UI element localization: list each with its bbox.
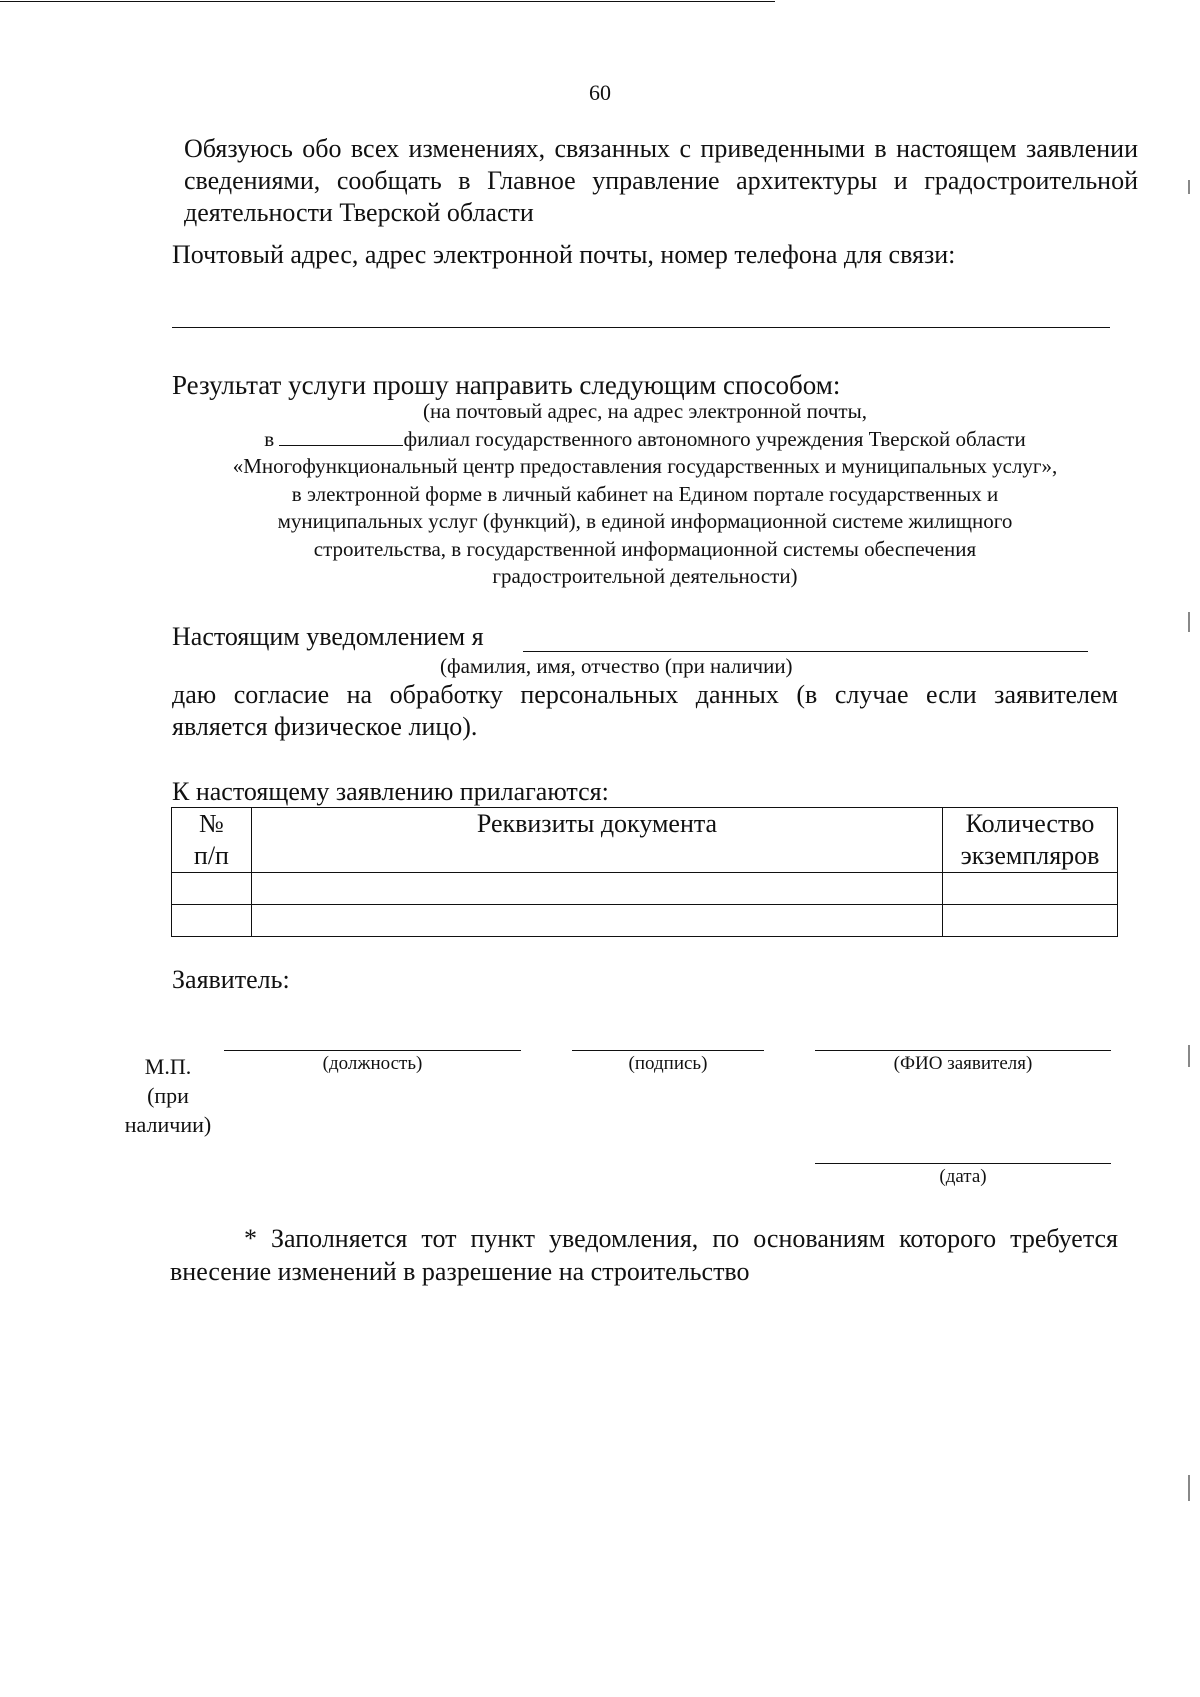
scan-speck bbox=[1188, 1475, 1190, 1501]
contact-fill-line[interactable] bbox=[172, 327, 1110, 328]
stamp-place-line-2: (при bbox=[147, 1083, 189, 1108]
result-method-note bbox=[150, 398, 1140, 591]
date-caption: (дата) bbox=[939, 1166, 987, 1187]
table-header-row bbox=[172, 808, 1118, 873]
header-copies-line-1: Количество bbox=[965, 809, 1095, 838]
scan-speck bbox=[1188, 180, 1190, 194]
top-edge-line bbox=[0, 1, 775, 2]
table-cell[interactable] bbox=[943, 905, 1118, 937]
header-number-line-2: п/п bbox=[193, 841, 229, 870]
attachments-label: К настоящему заявлению прилагаются: bbox=[172, 777, 609, 806]
consent-name-caption: (фамилия, имя, отчество (при наличии) bbox=[440, 654, 793, 678]
position-caption: (должность) bbox=[322, 1053, 423, 1074]
table-row bbox=[172, 873, 1118, 905]
table-cell[interactable] bbox=[943, 873, 1118, 905]
branch-fill-line[interactable] bbox=[279, 427, 403, 446]
table-cell[interactable] bbox=[172, 873, 252, 905]
header-number bbox=[172, 808, 252, 873]
result-method-label: Результат услуги прошу направить следующим способом: bbox=[172, 370, 841, 400]
result-note-branch-text: филиал государственного автономного учреждения Тверской области bbox=[403, 426, 1026, 451]
footnote: * Заполняется тот пункт уведомления, по основаниям которого требуется внесение изменений в разрешение на строительство bbox=[170, 1224, 1118, 1286]
consent-name-fill-line[interactable] bbox=[523, 651, 1088, 652]
scan-speck bbox=[1188, 612, 1190, 632]
signature-fill-line[interactable] bbox=[572, 1050, 764, 1051]
scan-speck bbox=[1188, 1045, 1190, 1067]
table-row bbox=[172, 905, 1118, 937]
fio-caption: (ФИО заявителя) bbox=[893, 1053, 1033, 1074]
result-note-line-3: «Многофункциональный центр предоставления государственных и муниципальных услуг», bbox=[232, 454, 1058, 478]
signature-caption: (подпись) bbox=[628, 1053, 708, 1074]
header-copies-count bbox=[943, 808, 1118, 873]
applicant-label: Заявитель: bbox=[172, 965, 290, 994]
result-note-line-5: муниципальных услуг (функций), в единой информационной системе жилищного bbox=[277, 509, 1013, 533]
contact-label: Почтовый адрес, адрес электронной почты, номер телефона для связи: bbox=[172, 240, 956, 269]
header-document-details: Реквизиты документа bbox=[251, 808, 942, 873]
table-cell[interactable] bbox=[251, 873, 942, 905]
fio-fill-line[interactable] bbox=[815, 1050, 1111, 1051]
commitment-paragraph: Обязуюсь обо всех изменениях, связанных с приведенными в настоящем заявлении сведениями, сообщать в Главное управление архитектуры и градостроительной деятельности Тверской области bbox=[184, 134, 1138, 227]
consent-body: даю согласие на обработку персональных данных (в случае если заявителем является физическое лицо). bbox=[172, 680, 1118, 741]
result-note-line-6: строительства, в государственной информационной системы обеспечения bbox=[313, 536, 977, 561]
result-note-line-2 bbox=[150, 426, 1140, 454]
stamp-place-line-3: наличии) bbox=[124, 1112, 212, 1137]
table-cell[interactable] bbox=[172, 905, 252, 937]
date-fill-line[interactable] bbox=[815, 1163, 1111, 1164]
stamp-place-line-1: М.П. bbox=[144, 1054, 192, 1079]
table-cell[interactable] bbox=[251, 905, 942, 937]
result-note-prefix: в bbox=[264, 426, 275, 451]
result-note-line-1: (на почтовый адрес, на адрес электронной почты, bbox=[423, 399, 867, 423]
header-copies-line-2: экземпляров bbox=[960, 841, 1100, 870]
header-number-line-1: № bbox=[199, 809, 224, 838]
result-note-line-7: градостроительной деятельности) bbox=[492, 564, 798, 588]
result-note-line-4: в электронной форме в личный кабинет на Едином портале государственных и bbox=[291, 481, 999, 506]
stamp-place-label bbox=[118, 1052, 218, 1139]
page-number: 60 bbox=[589, 80, 611, 105]
consent-label: Настоящим уведомлением я bbox=[172, 622, 484, 651]
attachments-table bbox=[171, 807, 1118, 937]
position-fill-line[interactable] bbox=[224, 1050, 521, 1051]
